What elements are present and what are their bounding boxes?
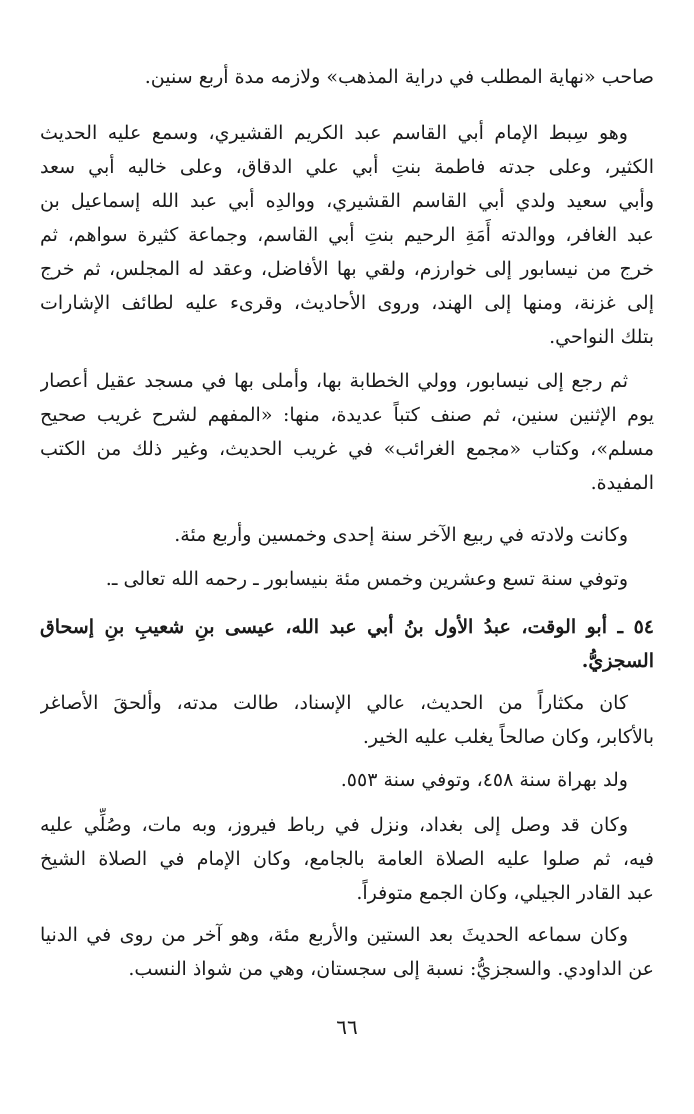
paragraph-1 [40, 60, 654, 94]
text-line: مسلم»، وكتاب «مجمع الغرائب» في غريب الحديث، وغير ذلك من الكتب [40, 438, 654, 460]
paragraph-3 [40, 364, 654, 500]
text-line: ثم رجع إلى نيسابور، وولي الخطابة بها، وأملى بها في مسجد عقيل أعصار [40, 370, 628, 392]
paragraph-5 [40, 562, 654, 596]
heading-line: السجزيُّ. [581, 650, 654, 672]
paragraph-9 [40, 918, 654, 986]
text-line: الكثير، وعلى جدته فاطمة بنتِ أبي علي الدقاق، وعلى خاليه أبي سعد [40, 156, 654, 178]
text-line: وكان سماعه الحديثَ بعد الستين والأربع مئة، وهو آخر من روى في الدنيا [40, 924, 628, 946]
text-line: بالأكابر، وكان صالحاً يغلب عليه الخير. [362, 726, 654, 748]
page-number: ٦٦ [336, 1015, 358, 1039]
paragraph-8 [40, 808, 654, 910]
text-line: إلى غزنة، ومنها إلى الهند، وروى الأحاديث، وقرىء عليه لطائف الإشارات [40, 292, 654, 314]
text-line: عبد الغافر، ووالدته أَمَةِ الرحيم بنتِ أبي القاسم، وجماعة كثيرة سواهم، ثم [40, 224, 654, 246]
text-line: صاحب «نهاية المطلب في دراية المذهب» ولازمه مدة أربع سنين. [144, 66, 654, 88]
text-line: وأبي سعيد ولدي أبي القاسم القشيري، ووالدِه أبي عبد الله إسماعيل بن [40, 190, 654, 212]
text-line: المفيدة. [590, 472, 654, 494]
paragraph-2 [40, 116, 654, 354]
text-line: ولد بهراة سنة ٤٥٨، وتوفي سنة ٥٥٣. [340, 769, 628, 791]
text-line: وتوفي سنة تسع وعشرين وخمس مئة بنيسابور ـ رحمه الله تعالى ـ. [105, 568, 628, 590]
text-line: خرج من نيسابور إلى خوارزم، ولقي بها الأفاضل، وعقد له المجلس، ثم خرج [40, 258, 654, 280]
text-line: فيه، ثم صلوا عليه الصلاة العامة بالجامع، وكان الإمام في الصلاة الشيخ [40, 848, 654, 870]
text-line: يوم الإثنين سنين، ثم صنف كتباً عديدة، منها: «المفهم لشرح غريب صحيح [40, 404, 654, 426]
entry-heading [40, 610, 654, 678]
text-line: وكان قد وصل إلى بغداد، ونزل في رباط فيروز، وبه مات، وصُلِّي عليه [40, 814, 628, 836]
text-line: عن الداودي. والسجزيُّ: نسبة إلى سجستان، وهي من شواذ النسب. [128, 958, 654, 980]
heading-line: ٥٤ ـ أبو الوقت، عبدُ الأول بنُ أبي عبد الله، عيسى بنِ شعيبِ بنِ إسحاق [40, 616, 654, 638]
text-line: عبد القادر الجيلي، وكان الجمع متوفراً. [356, 882, 654, 904]
paragraph-6 [40, 686, 654, 754]
text-line: وكانت ولادته في ربيع الآخر سنة إحدى وخمسين وأربع مئة. [174, 524, 628, 546]
text-line: بتلك النواحي. [549, 326, 654, 348]
paragraph-7 [40, 763, 654, 797]
text-line: كان مكثاراً من الحديث، عالي الإسناد، طالت مدته، وألحقَ الأصاغر [40, 692, 628, 714]
paragraph-4 [40, 518, 654, 552]
text-line: وهو سِبط الإمام أبي القاسم عبد الكريم القشيري، وسمع عليه الحديث [40, 122, 628, 144]
